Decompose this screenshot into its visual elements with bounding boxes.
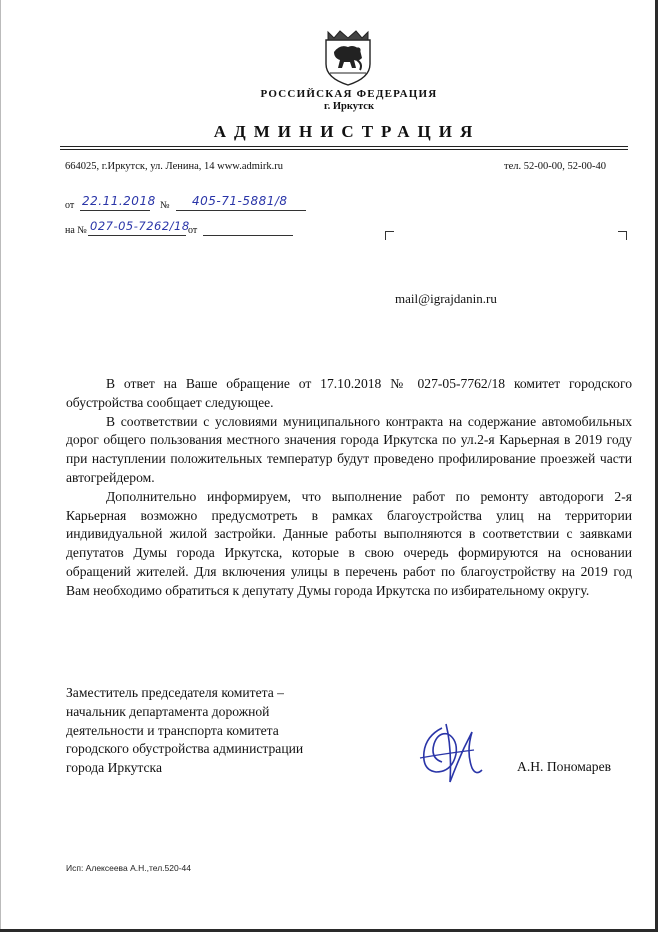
body-paragraph: В соответствии с условиями муниципального контракта на содержание автомобильных дорог общего пользования местного значения города Иркутска по ул.2-я Карьерная в 2019 году при наступлении положительных температур будут проведено профилирование проезжей части автогрейдером. [66, 413, 632, 485]
recipient-corner-left [385, 231, 394, 240]
reg-date: 22.11.2018 [82, 194, 156, 208]
recipient-corner-right [618, 231, 627, 240]
signatory-line: деятельности и транспорта комитета [66, 722, 279, 738]
recipient-email: mail@igrajdanin.ru [395, 291, 497, 306]
body-paragraph: В ответ на Ваше обращение от 17.10.2018 № 027-05-7762/18 комитет городского обустройства сообщает следующее. [66, 376, 632, 410]
signatory-line: Заместитель председателя комитета – [66, 685, 284, 700]
reg-number-line [176, 210, 306, 211]
reg-reply-number-line [88, 235, 186, 236]
page-left-edge [0, 0, 1, 932]
reg-date-line [80, 210, 150, 211]
header-city: г. Иркутск [324, 101, 374, 112]
signatory-line: городского обустройства администрации [66, 741, 304, 757]
reg-number-label: № [160, 200, 170, 211]
signatory-line: города Иркутска [66, 760, 162, 776]
header-rule-thin [60, 149, 628, 150]
contact-address: 664025, г.Иркутск, ул. Ленина, 14 www.admirk.ru [65, 161, 283, 172]
letter-body [66, 375, 632, 601]
header-country: РОССИЙСКАЯ ФЕДЕРАЦИЯ [260, 88, 438, 100]
reg-reply-from-label: от [188, 225, 198, 236]
coat-of-arms-icon [322, 28, 374, 86]
signatory-position [66, 684, 303, 778]
signatory-line: начальник департамента дорожной [66, 703, 270, 719]
handwritten-signature [412, 718, 486, 788]
header-organization: АДМИНИСТРАЦИЯ [213, 122, 481, 141]
body-paragraph: Дополнительно информируем, что выполнение работ по ремонту автодороги 2-я Карьерная возможно предусмотреть в рамках благоустройства улиц на территории индивидуальной жилой застройки. Данные работы выполняются в соответствии с заявками депутатов Думы города Иркутска, которые в свою очередь формируются на основании обращений жителей. Для включения улицы в перечень работ по благоустройству на 2019 год Вам необходимо обратиться к депутату Думы города Иркутска по избирательному округу. [66, 488, 632, 598]
header-rule-thick [60, 146, 628, 147]
reg-from-label: от [65, 200, 75, 211]
reg-number: 405-71-5881/8 [192, 194, 288, 208]
reg-reply-label: на № [65, 225, 87, 236]
executor-note: Исп: Алексеева А.Н.,тел.520-44 [66, 863, 191, 873]
contact-phones: тел. 52-00-00, 52-00-40 [504, 161, 606, 172]
reg-reply-date-line [203, 235, 293, 236]
reg-reply-number: 027-05-7262/18 [90, 219, 190, 233]
signatory-name: А.Н. Пономарев [517, 759, 612, 774]
